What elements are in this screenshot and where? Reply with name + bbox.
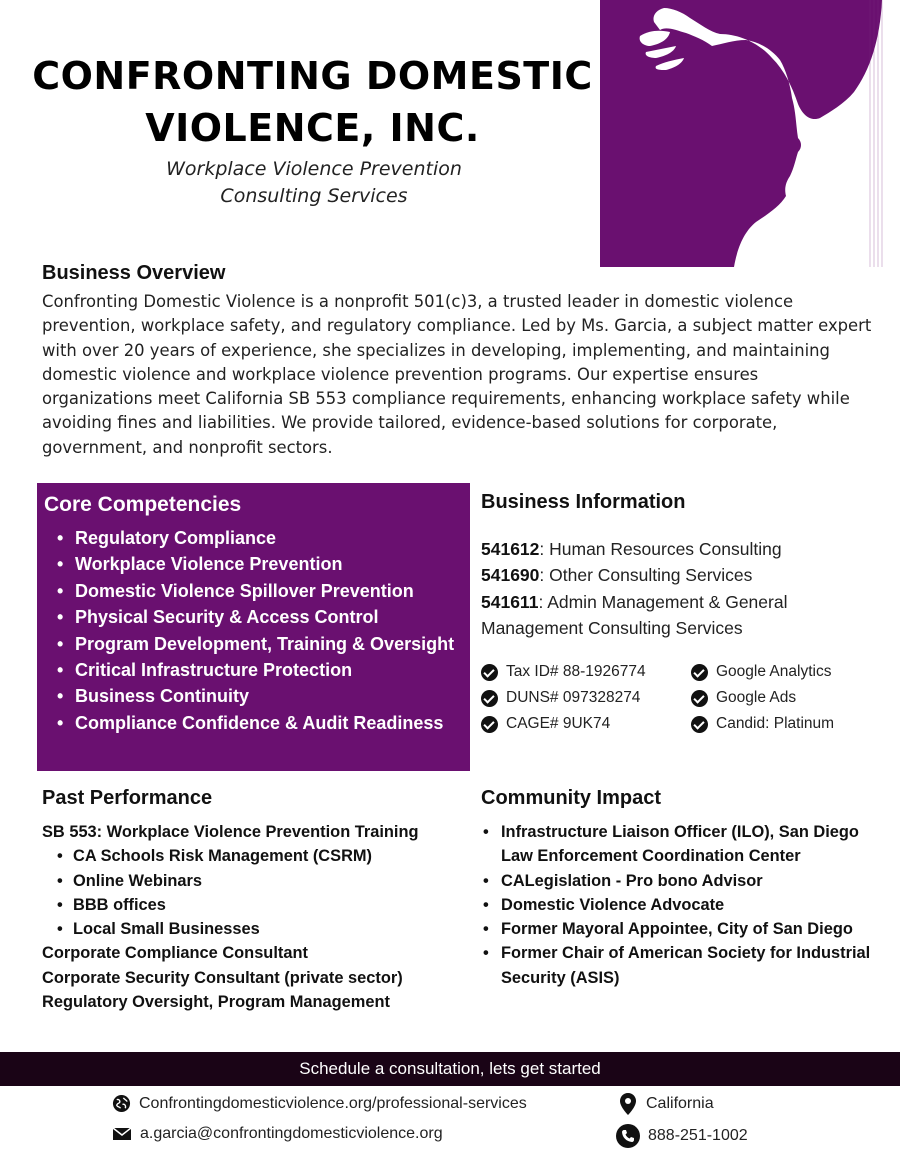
website-contact[interactable]	[112, 1094, 527, 1113]
community-impact-heading: Community Impact	[481, 787, 662, 809]
phone-number[interactable]: 888-251-1002	[648, 1127, 748, 1144]
list-item: • Domestic Violence Advocate	[483, 893, 893, 917]
list-item: • Online Webinars	[42, 869, 462, 893]
list-item: • Regulatory Compliance	[57, 525, 477, 551]
credential-item	[481, 663, 646, 681]
title-line-2: VIOLENCE, INC.	[145, 106, 480, 150]
naics-description: : Admin Management & General Management Consulting Services	[481, 591, 788, 638]
page-title	[20, 50, 605, 154]
page-subtitle	[80, 156, 548, 210]
list-item: • Compliance Confidence & Audit Readiness	[57, 710, 477, 736]
email-contact[interactable]	[112, 1125, 443, 1143]
check-circle-icon	[481, 716, 498, 733]
credential-item	[691, 715, 834, 733]
list-item: • CALegislation - Pro bono Advisor	[483, 869, 893, 893]
subtitle-line-1: Workplace Violence Prevention	[166, 158, 462, 180]
list-item: • Program Development, Training & Oversight	[57, 631, 477, 657]
business-info-heading: Business Information	[481, 491, 686, 513]
credential-item	[481, 715, 610, 733]
credential-item	[691, 663, 831, 681]
naics-code-row	[481, 536, 891, 562]
core-competencies-heading: Core Competencies	[44, 493, 242, 516]
check-circle-icon	[691, 690, 708, 707]
location-contact	[618, 1092, 714, 1116]
list-item: • CA Schools Risk Management (CSRM)	[42, 844, 462, 868]
credential-text: Google Ads	[716, 689, 797, 706]
core-competencies-list	[57, 525, 477, 736]
overview-heading: Business Overview	[42, 262, 226, 284]
overview-text: Confronting Domestic Violence is a nonprofit 501(c)3, a trusted leader in domestic violence prevention, workplace safety, and regulatory compliance. Led by Ms. Garcia, a subject matter expert with over 20 years of experience, she specializes in developing, implementing, and maintaining domestic violence and workplace violence prevention programs. Our expertise ensures organizations meet California SB 553 compliance requirements, enhancing workplace safety while avoiding fines and liabilities. We provide tailored, evidence-based solutions for corporate, government, and nonprofit sectors.	[42, 292, 872, 457]
naics-code-row	[481, 562, 891, 588]
cta-banner: Schedule a consultation, lets get started	[0, 1052, 900, 1086]
credential-text: Tax ID# 88-1926774	[506, 663, 646, 680]
list-item: • Workplace Violence Prevention	[57, 551, 477, 577]
list-item: • Local Small Businesses	[42, 917, 462, 941]
past-role: Corporate Security Consultant (private sector)	[42, 968, 403, 987]
naics-code-row	[481, 589, 891, 642]
list-item: • Critical Infrastructure Protection	[57, 657, 477, 683]
phone-contact[interactable]	[616, 1124, 748, 1148]
list-item: • Former Mayoral Appointee, City of San Diego	[483, 917, 893, 941]
check-circle-icon	[691, 664, 708, 681]
list-item: • Former Chair of American Society for Industrial Security (ASIS)	[483, 941, 893, 990]
past-performance-heading: Past Performance	[42, 787, 213, 809]
naics-description: : Other Consulting Services	[539, 565, 753, 586]
list-item: • Business Continuity	[57, 683, 477, 709]
past-role: Regulatory Oversight, Program Management	[42, 993, 390, 1012]
list-item: • Physical Security & Access Control	[57, 604, 477, 630]
location-text: California	[646, 1095, 714, 1112]
website-link[interactable]: Confrontingdomesticviolence.org/professional-services	[139, 1094, 527, 1112]
globe-icon	[112, 1094, 131, 1113]
envelope-icon	[112, 1126, 132, 1142]
map-pin-icon	[618, 1092, 638, 1116]
hero-image	[600, 0, 888, 267]
list-item: • Infrastructure Liaison Officer (ILO), San Diego Law Enforcement Coordination Center	[483, 820, 893, 869]
subtitle-line-2: Consulting Services	[220, 185, 408, 207]
phone-icon	[616, 1124, 640, 1148]
naics-codes	[481, 536, 891, 641]
check-circle-icon	[481, 690, 498, 707]
training-title: SB 553: Workplace Violence Prevention Training	[42, 823, 419, 841]
list-item: • Domestic Violence Spillover Prevention	[57, 578, 477, 604]
past-role: Corporate Compliance Consultant	[42, 944, 308, 963]
email-link[interactable]: a.garcia@confrontingdomesticviolence.org	[140, 1125, 443, 1142]
naics-code: 541611	[481, 591, 539, 612]
credential-text: DUNS# 097328274	[506, 689, 641, 706]
past-performance	[42, 820, 462, 1014]
training-list	[42, 844, 462, 941]
core-competencies-box	[37, 483, 470, 771]
check-circle-icon	[481, 664, 498, 681]
naics-code: 541690	[481, 565, 540, 586]
woman-silhouette-illustration	[600, 0, 888, 267]
credential-text: Candid: Platinum	[716, 715, 835, 732]
list-item: • BBB offices	[42, 893, 462, 917]
community-impact-list	[483, 820, 893, 990]
naics-code: 541612	[481, 539, 540, 559]
credential-item	[481, 689, 640, 707]
credential-text: CAGE# 9UK74	[506, 715, 611, 732]
credential-text: Google Analytics	[716, 663, 832, 680]
credential-item	[691, 689, 796, 707]
naics-description: : Human Resources Consulting	[539, 539, 782, 559]
check-circle-icon	[691, 716, 708, 733]
title-line-1: CONFRONTING DOMESTIC	[32, 54, 593, 98]
